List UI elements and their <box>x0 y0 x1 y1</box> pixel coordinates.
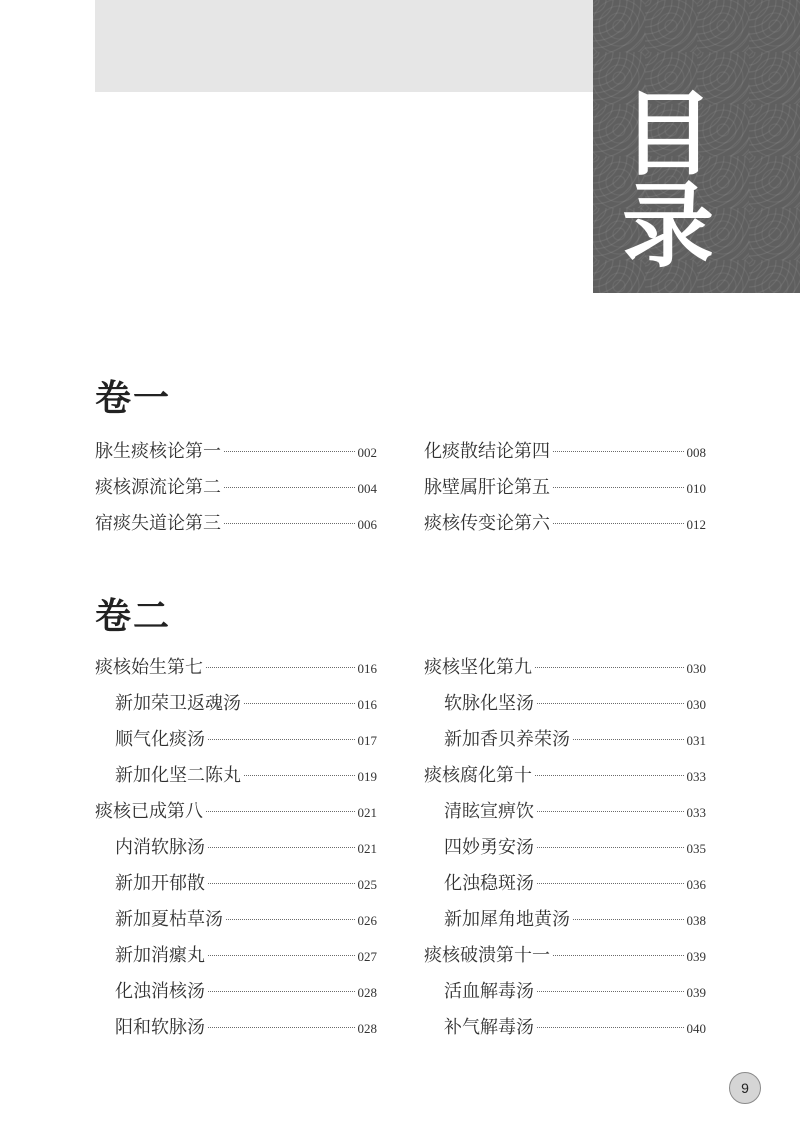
toc-entry-title: 痰核始生第七 <box>95 657 203 678</box>
dot-leader <box>537 811 684 812</box>
toc-entry-title: 痰核腐化第十 <box>424 765 532 786</box>
toc-entry-page: 021 <box>357 841 377 856</box>
toc-entry-page: 012 <box>686 517 706 532</box>
toc-entry-page: 017 <box>357 733 377 748</box>
toc-entry-page: 008 <box>686 445 706 460</box>
toc-entry[interactable] <box>444 1016 706 1040</box>
title-block <box>593 0 800 293</box>
toc-entry-title: 新加化坚二陈丸 <box>115 765 241 786</box>
toc-entry-page: 016 <box>357 697 377 712</box>
toc-entry-title: 痰核传变论第六 <box>424 513 550 534</box>
toc-entry[interactable] <box>444 800 706 824</box>
toc-entry[interactable] <box>115 836 377 860</box>
toc-entry-title: 新加夏枯草汤 <box>115 909 223 930</box>
toc-entry[interactable] <box>115 1016 377 1040</box>
dot-leader <box>573 919 684 920</box>
dot-leader <box>537 1027 684 1028</box>
toc-entry-page: 019 <box>357 769 377 784</box>
toc-entry-title: 痰核破溃第十一 <box>424 945 550 966</box>
dot-leader <box>208 955 355 956</box>
dot-leader <box>537 703 684 704</box>
toc-entry-title: 新加开郁散 <box>115 873 205 894</box>
toc-entry-page: 030 <box>686 661 706 676</box>
dot-leader <box>244 775 355 776</box>
toc-entry[interactable] <box>444 836 706 860</box>
toc-entry-page: 030 <box>686 697 706 712</box>
toc-entry-page: 002 <box>357 445 377 460</box>
toc-entry-title: 新加犀角地黄汤 <box>444 909 570 930</box>
toc-entry[interactable] <box>115 872 377 896</box>
toc-entry-title: 脉壁属肝论第五 <box>424 477 550 498</box>
toc-entry-title: 宿痰失道论第三 <box>95 513 221 534</box>
dot-leader <box>537 991 684 992</box>
dot-leader <box>224 523 355 524</box>
dot-leader <box>226 919 355 920</box>
dot-leader <box>553 955 684 956</box>
dot-leader <box>537 847 684 848</box>
toc-entry-title: 新加消瘰丸 <box>115 945 205 966</box>
volume-2-heading: 卷二 <box>95 595 172 637</box>
dot-leader <box>553 451 684 452</box>
toc-entry[interactable] <box>444 728 706 752</box>
toc-entry-page: 035 <box>686 841 706 856</box>
toc-entry-title: 痰核坚化第九 <box>424 657 532 678</box>
toc-entry[interactable] <box>444 980 706 1004</box>
toc-entry[interactable] <box>95 800 377 824</box>
dot-leader <box>208 739 355 740</box>
toc-entry[interactable] <box>115 980 377 1004</box>
toc-entry-page: 004 <box>357 481 377 496</box>
toc-entry-page: 038 <box>686 913 706 928</box>
dot-leader <box>208 847 355 848</box>
toc-entry[interactable] <box>444 692 706 716</box>
title-char-1: 目 <box>621 80 714 188</box>
toc-entry[interactable] <box>95 656 377 680</box>
toc-entry[interactable] <box>115 764 377 788</box>
toc-entry[interactable] <box>424 656 706 680</box>
header-band <box>95 0 601 92</box>
dot-leader <box>224 451 355 452</box>
toc-entry-page: 036 <box>686 877 706 892</box>
toc-entry-page: 016 <box>357 661 377 676</box>
dot-leader <box>206 811 355 812</box>
toc-entry-page: 039 <box>686 949 706 964</box>
toc-entry[interactable] <box>424 944 706 968</box>
dot-leader <box>573 739 684 740</box>
toc-entry-page: 031 <box>686 733 706 748</box>
toc-entry[interactable] <box>115 908 377 932</box>
toc-entry[interactable] <box>424 512 706 536</box>
dot-leader <box>244 703 355 704</box>
dot-leader <box>535 667 684 668</box>
toc-entry-page: 021 <box>357 805 377 820</box>
toc-entry-title: 化浊稳斑汤 <box>444 873 534 894</box>
toc-entry[interactable] <box>444 872 706 896</box>
toc-entry-page: 006 <box>357 517 377 532</box>
dot-leader <box>208 1027 355 1028</box>
dot-leader <box>208 883 355 884</box>
dot-leader <box>224 487 355 488</box>
toc-entry-page: 033 <box>686 769 706 784</box>
toc-entry-title: 清眩宣痹饮 <box>444 801 534 822</box>
toc-entry-title: 痰核已成第八 <box>95 801 203 822</box>
dot-leader <box>553 487 684 488</box>
toc-entry-page: 040 <box>686 1021 706 1036</box>
toc-entry-title: 软脉化坚汤 <box>444 693 534 714</box>
toc-entry[interactable] <box>95 512 377 536</box>
toc-entry-page: 039 <box>686 985 706 1000</box>
toc-entry-title: 化浊消核汤 <box>115 981 205 1002</box>
toc-entry[interactable] <box>115 728 377 752</box>
title-char-2: 录 <box>621 172 714 280</box>
toc-entry[interactable] <box>95 476 377 500</box>
volume-1-heading: 卷一 <box>95 377 172 419</box>
toc-entry-page: 025 <box>357 877 377 892</box>
toc-entry[interactable] <box>424 476 706 500</box>
dot-leader <box>208 991 355 992</box>
toc-entry-title: 四妙勇安汤 <box>444 837 534 858</box>
toc-entry-title: 化痰散结论第四 <box>424 441 550 462</box>
toc-entry[interactable] <box>115 944 377 968</box>
toc-entry-title: 顺气化痰汤 <box>115 729 205 750</box>
toc-entry-page: 027 <box>357 949 377 964</box>
toc-entry-page: 028 <box>357 985 377 1000</box>
toc-entry-page: 033 <box>686 805 706 820</box>
toc-entry-title: 内消软脉汤 <box>115 837 205 858</box>
toc-entry-title: 活血解毒汤 <box>444 981 534 1002</box>
toc-entry[interactable] <box>424 764 706 788</box>
page-number: 9 <box>729 1072 761 1104</box>
toc-entry-page: 010 <box>686 481 706 496</box>
toc-entry-title: 痰核源流论第二 <box>95 477 221 498</box>
toc-entry-page: 026 <box>357 913 377 928</box>
toc-entry-title: 补气解毒汤 <box>444 1017 534 1038</box>
dot-leader <box>206 667 355 668</box>
dot-leader <box>553 523 684 524</box>
toc-entry-title: 新加荣卫返魂汤 <box>115 693 241 714</box>
toc-entry-title: 新加香贝养荣汤 <box>444 729 570 750</box>
toc-entry-page: 028 <box>357 1021 377 1036</box>
toc-entry[interactable] <box>115 692 377 716</box>
dot-leader <box>535 775 684 776</box>
dot-leader <box>537 883 684 884</box>
toc-entry[interactable] <box>424 440 706 464</box>
toc-entry-title: 阳和软脉汤 <box>115 1017 205 1038</box>
toc-entry[interactable] <box>444 908 706 932</box>
toc-entry-title: 脉生痰核论第一 <box>95 441 221 462</box>
toc-entry[interactable] <box>95 440 377 464</box>
